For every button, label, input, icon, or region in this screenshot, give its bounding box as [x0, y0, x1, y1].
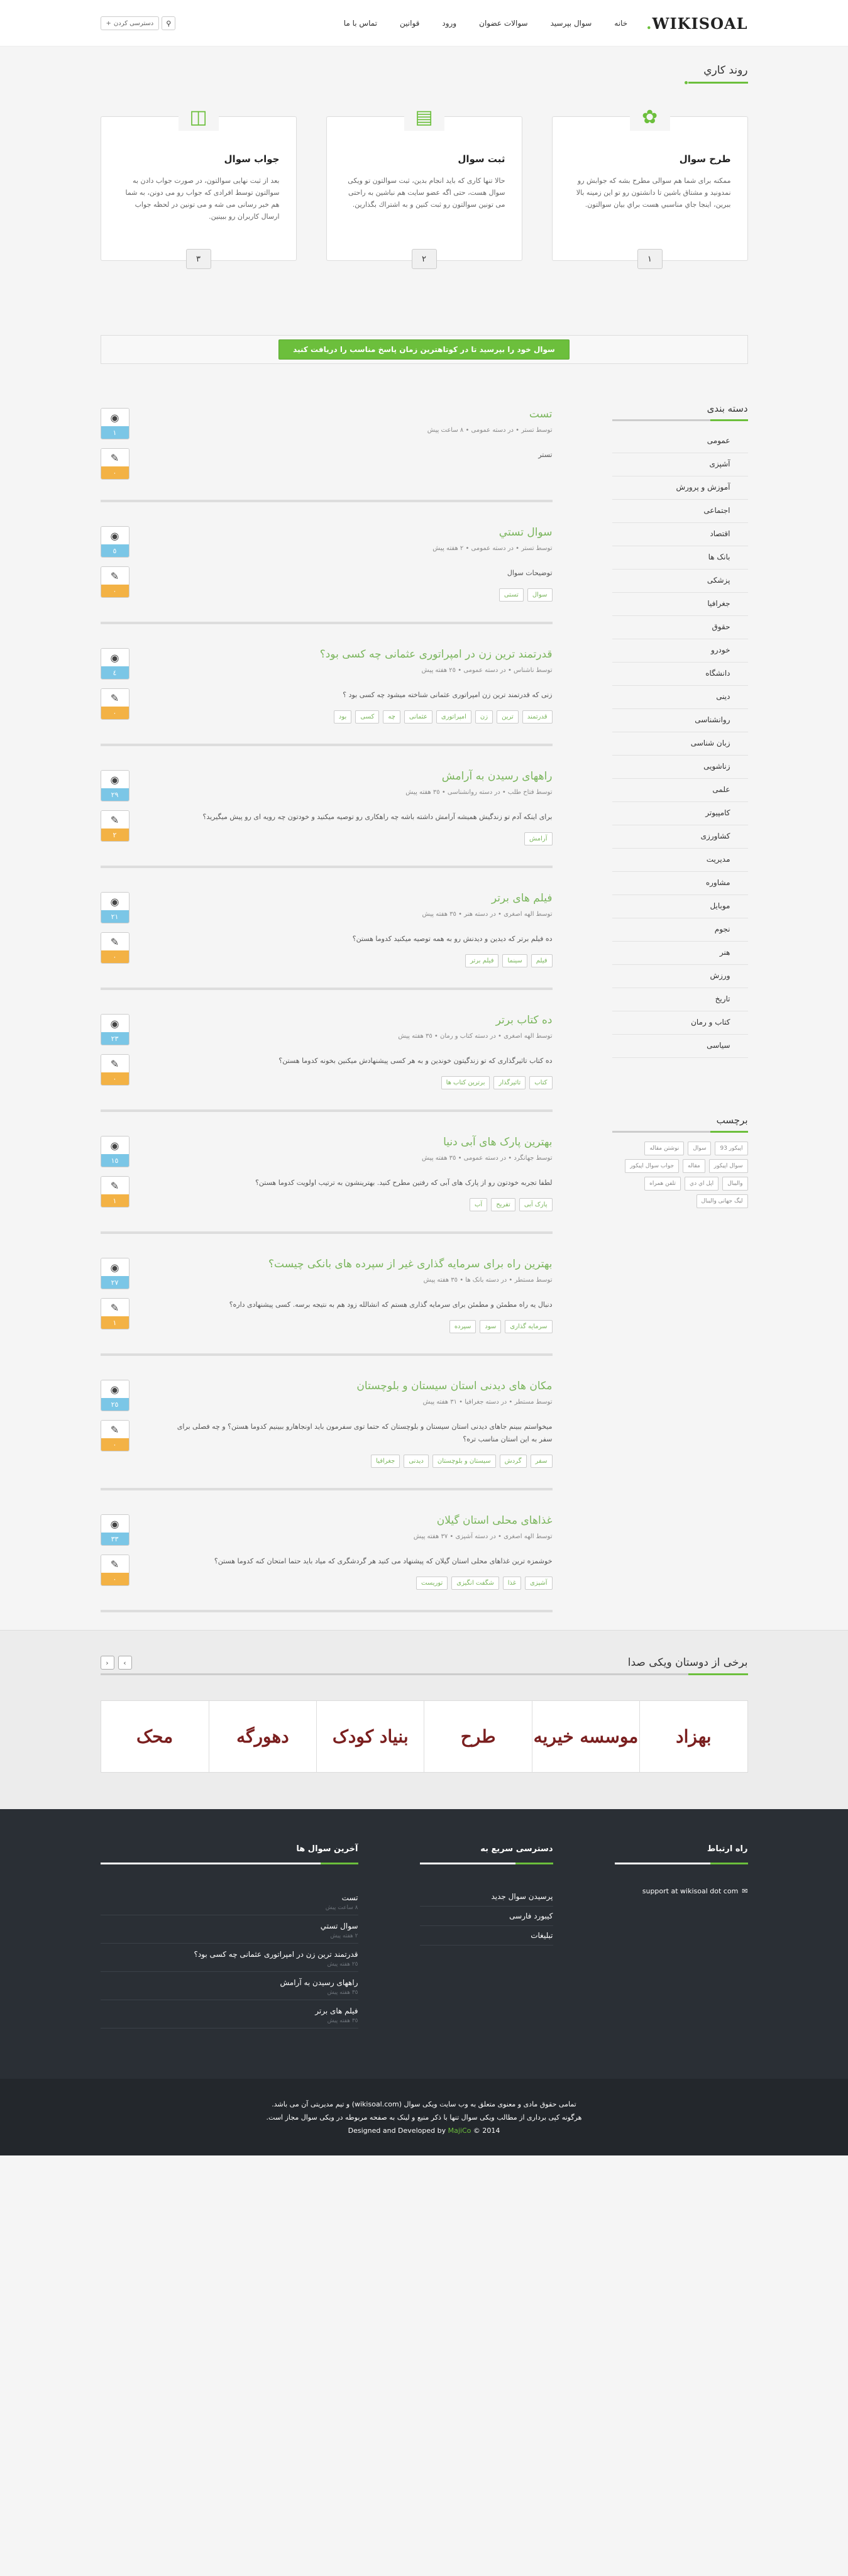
answers-counter [101, 1298, 129, 1329]
pencil-icon: ✎ [101, 567, 129, 585]
step-number: ٢ [412, 249, 437, 269]
question-stats [101, 648, 129, 724]
step-number: ٣ [186, 249, 211, 269]
latest-questions-column [101, 1844, 358, 2028]
tag-link[interactable]: ليگ جهانى واليبال [697, 1194, 748, 1208]
tag-link[interactable]: سوال [688, 1142, 711, 1155]
question-meta: توسط الهه اصغرى • در دسته آشپزى • ٣٧ هفته پیش [413, 1533, 553, 1540]
answers-counter [101, 1176, 129, 1208]
question-tag[interactable]: فيلم [531, 954, 553, 967]
step-title: طرح سوال [679, 153, 731, 165]
question-meta: توسط فتاح طلب • در دسته روانشناسی • ٣٥ هفته پیش [405, 789, 553, 796]
question-item [101, 648, 553, 746]
question-item [101, 1514, 553, 1612]
views-counter [101, 526, 129, 558]
question-tag[interactable]: آرامش [524, 832, 553, 845]
question-title[interactable]: مكان هاى ديدنى استان سيستان و بلوچستان [356, 1380, 553, 1392]
category-link[interactable]: زبان شناسى [612, 732, 748, 756]
question-item [101, 408, 553, 502]
question-tag[interactable]: فيلم برتر [465, 954, 499, 967]
question-text: تستر [538, 451, 553, 459]
nav-ask[interactable]: سوال بپرسيد [550, 19, 592, 28]
eye-icon: ◉ [101, 893, 129, 910]
question-item [101, 1380, 553, 1490]
question-item [101, 1014, 553, 1112]
question-tag[interactable]: ديدنى [404, 1455, 429, 1468]
latest-title: آخرين سوال ها [296, 1844, 358, 1854]
category-link[interactable]: حقوق [612, 616, 748, 639]
views-count: ٥ [101, 544, 129, 558]
views-counter [101, 1136, 129, 1167]
pencil-icon: ✎ [101, 1421, 129, 1438]
views-count: ١ [101, 426, 129, 439]
category-link[interactable]: خودرو [612, 639, 748, 663]
login-button[interactable]: دسترسی کردن + [101, 16, 160, 30]
step-number: ١ [637, 249, 663, 269]
question-item [101, 1136, 553, 1234]
site-header [0, 0, 848, 47]
pencil-icon: ✎ [101, 1299, 129, 1316]
question-meta: توسط جهانگرد • در دسته عمومى • ٣٥ هفته پیش [422, 1155, 553, 1162]
eye-icon: ◉ [101, 1015, 129, 1032]
latest-question[interactable]: راههاى رسيدن به آرامش ٣٥ هفته پیش [101, 1972, 358, 2000]
question-stats [101, 408, 129, 480]
question-tags [163, 1577, 553, 1590]
partner-logo[interactable]: بنياد كودک [316, 1701, 424, 1772]
categories-title: دسته بندى [707, 403, 748, 414]
question-tag[interactable]: غذا [503, 1577, 521, 1590]
question-tag[interactable]: توريست [416, 1577, 448, 1590]
answers-count: ١ [101, 1194, 129, 1208]
answers-count: ٠ [101, 1072, 129, 1086]
monitor-icon: ◫ [179, 103, 219, 131]
copyright-bar [0, 2079, 848, 2155]
question-tag[interactable]: سيستان و بلوچستان [432, 1455, 496, 1468]
question-tags [163, 1076, 553, 1089]
question-list [101, 408, 553, 1636]
question-tag[interactable]: شگفت انگيزى [451, 1577, 498, 1590]
category-link[interactable]: علمى [612, 779, 748, 802]
question-meta: توسط مستطر • در دسته بانک ها • ٣٥ هفته پیش [423, 1277, 553, 1284]
question-tag[interactable]: جغرافيا [371, 1455, 400, 1468]
question-meta: توسط ناشناس • در دسته عمومى • ٢٥ هفته پیش [421, 667, 553, 674]
category-link[interactable]: عمومى [612, 430, 748, 453]
tag-cloud [612, 1142, 748, 1208]
views-count: ٢١ [101, 910, 129, 923]
category-link[interactable]: كشاورزى [612, 825, 748, 849]
views-counter [101, 1014, 129, 1045]
carousel-next-button[interactable]: › [118, 1656, 132, 1670]
eye-icon: ◉ [101, 1258, 129, 1276]
question-tag[interactable]: پارک آبى [519, 1198, 553, 1211]
contact-email[interactable]: support at wikisoal dot com [642, 1887, 739, 1895]
header-tools [101, 16, 176, 30]
views-counter [101, 892, 129, 923]
category-link[interactable]: آشپزى [612, 453, 748, 476]
answers-count: ٠ [101, 466, 129, 480]
tag-link[interactable]: نوشتن مقاله [644, 1142, 684, 1155]
question-tag[interactable]: چه [383, 710, 400, 724]
ask-banner [101, 335, 748, 364]
question-text: دنبال يه راه مطمئن و مطمئن براى سرمايه گذارى هستم كه انشالله زود هم به نتيجه برسه. كسى پيشنهادى داره؟ [229, 1301, 553, 1309]
pencil-icon: ✎ [101, 1177, 129, 1194]
question-item [101, 1258, 553, 1356]
developer-link[interactable]: MajiCo [448, 2126, 471, 2135]
question-meta: توسط الهه اصغرى • در دسته كتاب و رمان • ٣٥ هفته پیش [398, 1033, 553, 1040]
title-underline [615, 1863, 748, 1864]
category-link[interactable]: كامپيوتر [612, 802, 748, 825]
question-tags [163, 1455, 553, 1468]
sidebar [612, 403, 748, 1636]
partner-logo[interactable]: محک [136, 1726, 173, 1747]
question-stats [101, 1258, 129, 1333]
question-tag[interactable]: گردش [500, 1455, 527, 1468]
question-tag[interactable]: سرمايه گذارى [505, 1320, 552, 1333]
category-link[interactable]: موبايل [612, 895, 748, 918]
partner-logo[interactable]: بهزاد [639, 1701, 747, 1772]
nav-member-questions[interactable]: سوالات عضوان [479, 19, 528, 28]
question-tag[interactable]: سپرده [449, 1320, 476, 1333]
question-text: براى اينكه آدم تو زندگيش هميشه آرامش داشته باشه چه راهكارى رو توصيه ميكنيد و خودتون چه رويه اى رو پيش ميگيريد؟ [202, 813, 553, 821]
category-link[interactable]: هنر [612, 942, 748, 965]
tag-link[interactable]: سوال اپيكور [709, 1159, 748, 1173]
latest-question-time: ٢ هفته پیش [330, 1933, 358, 1939]
step-card [101, 106, 297, 264]
latest-question-time: ٣٥ هفته پیش [327, 1990, 358, 1996]
footer-link[interactable]: كيبورد فارسى [420, 1907, 553, 1926]
question-item [101, 892, 553, 990]
carousel-prev-button[interactable]: ‹ [101, 1656, 114, 1670]
category-link[interactable]: بانک ها [612, 546, 748, 570]
views-count: ٢٣ [101, 1032, 129, 1045]
question-title[interactable]: راههاى رسيدن به آرامش [441, 770, 553, 783]
question-tag[interactable]: سفر [531, 1455, 553, 1468]
title-underline [101, 1673, 748, 1675]
step-text: ممكنه براى شما هم سوالى مطرح بشه كه جوابش رو نمدونيد و مشتاق باشين تا دانشتون رو تو اين زمينه بالا ببرين، اينجا جاي مناسبي هست براي بيان سوالتون. [576, 177, 731, 209]
question-tags [163, 710, 553, 724]
question-stats [101, 1380, 129, 1468]
question-tag[interactable]: بود [334, 710, 351, 724]
workflow-section [101, 47, 748, 1636]
views-count: ٤ [101, 666, 129, 680]
pencil-icon: ✎ [101, 449, 129, 466]
ask-question-button[interactable]: سوال خود را بپرسید تا در كوتاهترين زمان پاسخ مناسب را دريافت كنيد [278, 339, 570, 360]
category-link[interactable]: تاريخ [612, 988, 748, 1011]
question-tags [163, 1198, 553, 1211]
views-count: ٢٥ [101, 1398, 129, 1411]
tag-link[interactable]: مقاله [683, 1159, 705, 1173]
category-link[interactable]: اقتصاد [612, 523, 748, 546]
question-text: ده فيلم برتر كه ديدين و ديدنش رو به همه توصيه ميكنيد كدوما هستن؟ [352, 935, 553, 943]
category-link[interactable]: كتاب و رمان [612, 1011, 748, 1035]
answers-counter [101, 1054, 129, 1086]
question-stats [101, 1514, 129, 1590]
tag-link[interactable]: تلفن همراه [644, 1177, 681, 1191]
views-count: ٢٩ [101, 788, 129, 801]
nav-home[interactable]: خانه [614, 19, 628, 28]
step-text: حالا تنها كارى كه بايد انجام بدين، ثبت سوالتون تو ويكى سوال هست، حتى اگه عضو سايت هم نباشين به راحتى مى تونين سوالتون رو ثبت كنين و به اشتراك بگذارين. [348, 177, 505, 209]
views-count: ١٥ [101, 1154, 129, 1167]
basket-icon: ▤ [404, 103, 444, 131]
question-title[interactable]: قدرتمند ترين زن در امپراتورى عثمانى چه كسى بود؟ [319, 648, 553, 661]
question-text: زنى كه قدرتمند ترين زن امپراتورى عثمانى شناخته ميشود چه كسى بود ؟ [343, 691, 553, 699]
latest-question[interactable]: قدرتمند ترين زن در امپراتورى عثمانى چه كسى بود؟ ٢٥ هفته پیش [101, 1944, 358, 1972]
answers-count: ٠ [101, 585, 129, 598]
answers-counter [101, 566, 129, 598]
views-counter [101, 770, 129, 801]
question-tag[interactable]: سوال [527, 588, 553, 602]
step-text: بعد از ثبت نهايى سوالتون، در صورت جواب دادن به سوالتون توسط افرادى كه جواب رو مى دونن، به شما هم خبر رسانى مى شه و مى تونين در لحظه جواب ارسال كاربران رو ببينين. [125, 177, 280, 221]
partners-section [0, 1630, 848, 1809]
category-link[interactable]: ورزش [612, 965, 748, 988]
site-footer [0, 1809, 848, 2135]
step-card [326, 106, 522, 264]
views-counter [101, 1514, 129, 1546]
views-counter [101, 648, 129, 680]
views-counter [101, 1380, 129, 1411]
question-tag[interactable]: برترين كتاب ها [441, 1076, 490, 1089]
partners-title: برخى از دوستان ويكى صدا [627, 1656, 748, 1669]
category-link[interactable]: پزشكى [612, 570, 748, 593]
category-link[interactable]: آموزش و پرورش [612, 476, 748, 500]
question-tag[interactable]: سينما [502, 954, 527, 967]
answers-counter [101, 448, 129, 480]
category-list [612, 430, 748, 1058]
partner-logos [101, 1700, 748, 1773]
category-link[interactable]: جغرافيا [612, 593, 748, 616]
question-stats [101, 892, 129, 967]
category-link[interactable]: اجتماعى [612, 500, 748, 523]
category-link[interactable]: سياسى [612, 1035, 748, 1058]
question-tag[interactable]: زن [475, 710, 493, 724]
latest-question-time: ٣٥ هفته پیش [327, 2018, 358, 2024]
latest-question[interactable]: سوال تستي ٢ هفته پیش [101, 1915, 358, 1944]
question-text: ده كتاب تاثيرگذارى كه تو زندگيتون خوندين و به هر كسى پيشنهادش ميكنين بخونه كدوما هستن؟ [278, 1057, 553, 1065]
eye-icon: ◉ [101, 649, 129, 666]
question-tags [163, 832, 553, 845]
pencil-icon: ✎ [101, 811, 129, 828]
answers-counter [101, 1420, 129, 1451]
question-title[interactable]: سوال تستي [498, 526, 553, 539]
question-text: خوشمزه ترين غذاهاى محلى استان گيلان كه پيشنهاد مى كنيد هر گردشگرى كه مياد بايد حتما امتحان كنه كدوما هستن؟ [214, 1557, 553, 1565]
title-underline [688, 82, 748, 84]
category-link[interactable]: نجوم [612, 918, 748, 942]
mail-icon: ✉ [742, 1887, 748, 1895]
question-tag[interactable]: عثمانى [404, 710, 432, 724]
tag-link[interactable]: اپل اي دي [685, 1177, 719, 1191]
question-tag[interactable]: تاثيرگذار [493, 1076, 526, 1089]
pencil-icon: ✎ [101, 1055, 129, 1072]
question-item [101, 526, 553, 624]
views-count: ٣٣ [101, 1533, 129, 1546]
category-link[interactable]: دينى [612, 686, 748, 709]
title-underline [420, 1863, 553, 1864]
search-icon[interactable]: ⚲ [162, 16, 175, 30]
pencil-icon: ✎ [101, 1555, 129, 1573]
copyright-line-3: Designed and Developed by MajiCo © 2014 [348, 2126, 500, 2135]
question-tag[interactable]: آشپزى [525, 1577, 553, 1590]
question-tag[interactable]: قدرتمند [522, 710, 553, 724]
question-stats [101, 1136, 129, 1211]
question-tag[interactable]: آب [470, 1198, 487, 1211]
question-text: توضيحات سوال [507, 569, 553, 577]
footer-link[interactable]: تبليغات [420, 1926, 553, 1946]
eye-icon: ◉ [101, 1380, 129, 1398]
category-link[interactable]: روانشناسی [612, 709, 748, 732]
question-meta: توسط تستر • در دسته عمومى • ٢ هفته پیش [432, 545, 553, 552]
eye-icon: ◉ [101, 409, 129, 426]
title-underline [612, 419, 748, 421]
eye-icon: ◉ [101, 771, 129, 788]
footer-link[interactable]: پرسيدن سوال جديد [420, 1887, 553, 1907]
tag-link[interactable]: جواب سوال اپيكور [625, 1159, 679, 1173]
partner-logo[interactable]: موسسه خيريه [532, 1701, 639, 1772]
site-logo[interactable]: WIKISOAL. [646, 14, 748, 33]
question-title[interactable]: فيلم هاى برتر [491, 892, 553, 905]
question-stats [101, 1014, 129, 1089]
title-underline [612, 1131, 748, 1133]
question-title[interactable]: بهترين راه براى سرمايه گذارى غير از سپرده هاى بانكى چيست؟ [268, 1258, 553, 1270]
partner-logo[interactable]: دهورگه [209, 1701, 316, 1772]
question-title[interactable]: غذاهاى محلى استان گيلان [436, 1514, 553, 1527]
question-tags [163, 1320, 553, 1333]
step-title: جواب سوال [224, 153, 280, 165]
step-title: ثبت سوال [458, 153, 505, 165]
workflow-title: روند كاري [703, 64, 748, 77]
latest-question[interactable]: تست ٨ ساعت پیش [101, 1887, 358, 1915]
nav-login[interactable]: ورود [442, 19, 457, 28]
quick-links-title: دسترسی سريع به [480, 1844, 553, 1854]
eye-icon: ◉ [101, 1137, 129, 1154]
question-tags [163, 954, 553, 967]
copyright-line-2: هرگونه كپى بردارى از مطالب ويكى سوال تنها با ذكر منبع و لينک به صفحه مربوطه در ويكى سوال مجاز است. [266, 2113, 582, 2122]
answers-counter [101, 1555, 129, 1586]
category-link[interactable]: زناشويى [612, 756, 748, 779]
latest-question-time: ٢٥ هفته پیش [327, 1961, 358, 1968]
category-link[interactable]: مديريت [612, 849, 748, 872]
main-nav [175, 19, 627, 28]
quick-links-column [420, 1844, 553, 2028]
pencil-icon: ✎ [101, 689, 129, 707]
question-tags [163, 588, 553, 602]
question-tag[interactable]: ترين [497, 710, 519, 724]
question-tag[interactable]: تفريح [491, 1198, 515, 1211]
title-underline [101, 1863, 358, 1864]
question-meta: توسط مستطر • در دسته جغرافيا • ٣١ هفته پیش [422, 1399, 553, 1406]
copyright-line-1: تمامى حقوق مادى و معنوى متعلق به وب سايت ويكى سوال (wikisoal.com) و تيم مديريتى آن مى باشد. [272, 2100, 576, 2108]
question-tag[interactable]: سود [480, 1320, 501, 1333]
answers-count: ٠ [101, 1438, 129, 1451]
answers-count: ٠ [101, 707, 129, 720]
views-count: ٢٧ [101, 1276, 129, 1289]
eye-icon: ◉ [101, 527, 129, 544]
answers-count: ٠ [101, 1573, 129, 1586]
contact-column [615, 1844, 748, 2028]
question-meta: توسط تستر • در دسته عمومى • ٨ ساعت پیش [427, 427, 553, 434]
answers-counter [101, 810, 129, 842]
question-tag[interactable]: تستى [499, 588, 524, 602]
partner-logo[interactable]: طرح [424, 1701, 531, 1772]
latest-question-time: ٨ ساعت پیش [325, 1905, 358, 1911]
latest-question[interactable]: فيلم هاى برتر ٣٥ هفته پیش [101, 2000, 358, 2028]
views-counter [101, 408, 129, 439]
question-tag[interactable]: امپراتورى [436, 710, 471, 724]
pencil-icon: ✎ [101, 933, 129, 950]
category-link[interactable]: مشاوره [612, 872, 748, 895]
question-title[interactable]: ده كتاب برتر [495, 1014, 553, 1027]
nav-rules[interactable]: قوانين [400, 19, 420, 28]
tag-link[interactable]: واليبال [722, 1177, 747, 1191]
answers-counter [101, 932, 129, 964]
plus-icon: + [106, 19, 111, 27]
tags-title: برچسب [716, 1115, 748, 1126]
question-title[interactable]: تست [529, 408, 553, 421]
question-stats [101, 526, 129, 602]
eye-icon: ◉ [101, 1515, 129, 1533]
tag-link[interactable]: اپيكور 93 [715, 1142, 747, 1155]
question-item [101, 770, 553, 868]
question-tag[interactable]: كسى [355, 710, 379, 724]
answers-count: ٠ [101, 950, 129, 964]
question-tag[interactable]: كتاب [529, 1076, 552, 1089]
question-text: لطفا تجربه خودتون رو از پارک هاى آبى كه رفتين مطرح كنيد. بهترينشون به ترتيب اولويت كدوما هستن؟ [255, 1179, 553, 1187]
nav-contact[interactable]: تماس با ما [343, 19, 378, 28]
answers-count: ٢ [101, 828, 129, 842]
views-counter [101, 1258, 129, 1289]
answers-count: ١ [101, 1316, 129, 1329]
category-link[interactable]: دانشگاه [612, 663, 748, 686]
answers-counter [101, 688, 129, 720]
step-card [552, 106, 748, 264]
contact-title: راه ارتباط [707, 1844, 748, 1854]
question-title[interactable]: بهترين پارک هاى آبى دنيا [443, 1136, 553, 1148]
question-text: ميخواستم ببينم جاهاى ديدنى استان سيستان و بلوچستان كه حتما توى سفرمون بايد اونجاهارو ببينيم كدوما هستن؟ و چه فصلى براى سفر به اين استان مناسب تره؟ [177, 1423, 553, 1443]
question-meta: توسط الهه اصغرى • در دسته هنر • ٣٥ هفته پیش [422, 911, 553, 918]
question-stats [101, 770, 129, 845]
leaf-icon: ✿ [630, 103, 670, 131]
